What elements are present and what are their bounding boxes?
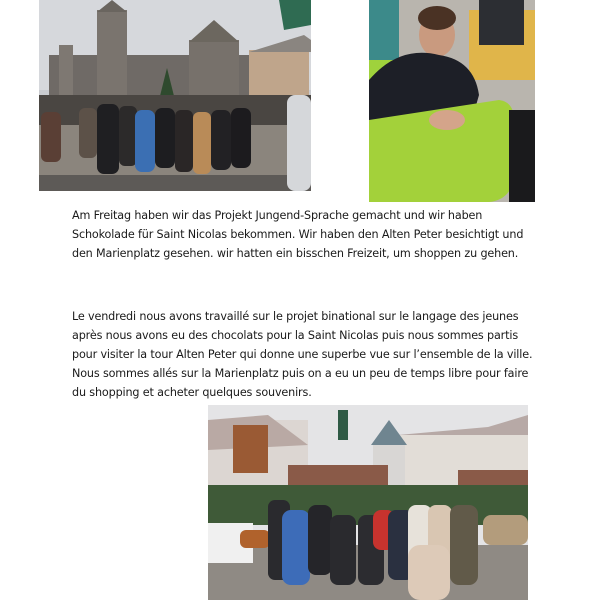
photo-student-sofa [369, 0, 535, 202]
photo-marienplatz-image [39, 0, 311, 191]
photo-christmas-market-image [208, 405, 528, 600]
photo-student-image [369, 0, 535, 202]
paragraph-german: Am Freitag haben wir das Projekt Jungend-Sprache gemacht und wir haben Schokolade für Saint Nicolas bekommen. Wir haben den Alten Peter besichtigt und den Marienplatz gesehen. wir hatten ein bisschen Freizeit, um shoppen zu gehen. [72, 209, 524, 260]
photo-christmas-market-group [208, 405, 528, 600]
photo-marienplatz-group [39, 0, 311, 191]
paragraph-french: Le vendredi nous avons travaillé sur le projet binational sur le langage des jeunes après nous avons eu des chocolats pour la Saint Nicolas puis nous sommes partis pour visiter la tour Alten Peter qui donne une superbe vue sur l’ensemble de la ville. Nous sommes allés sur la Marienplatz puis on a eu un peu de temps libre pour faire du shopping et acheter quelques souvenirs. [72, 310, 533, 399]
